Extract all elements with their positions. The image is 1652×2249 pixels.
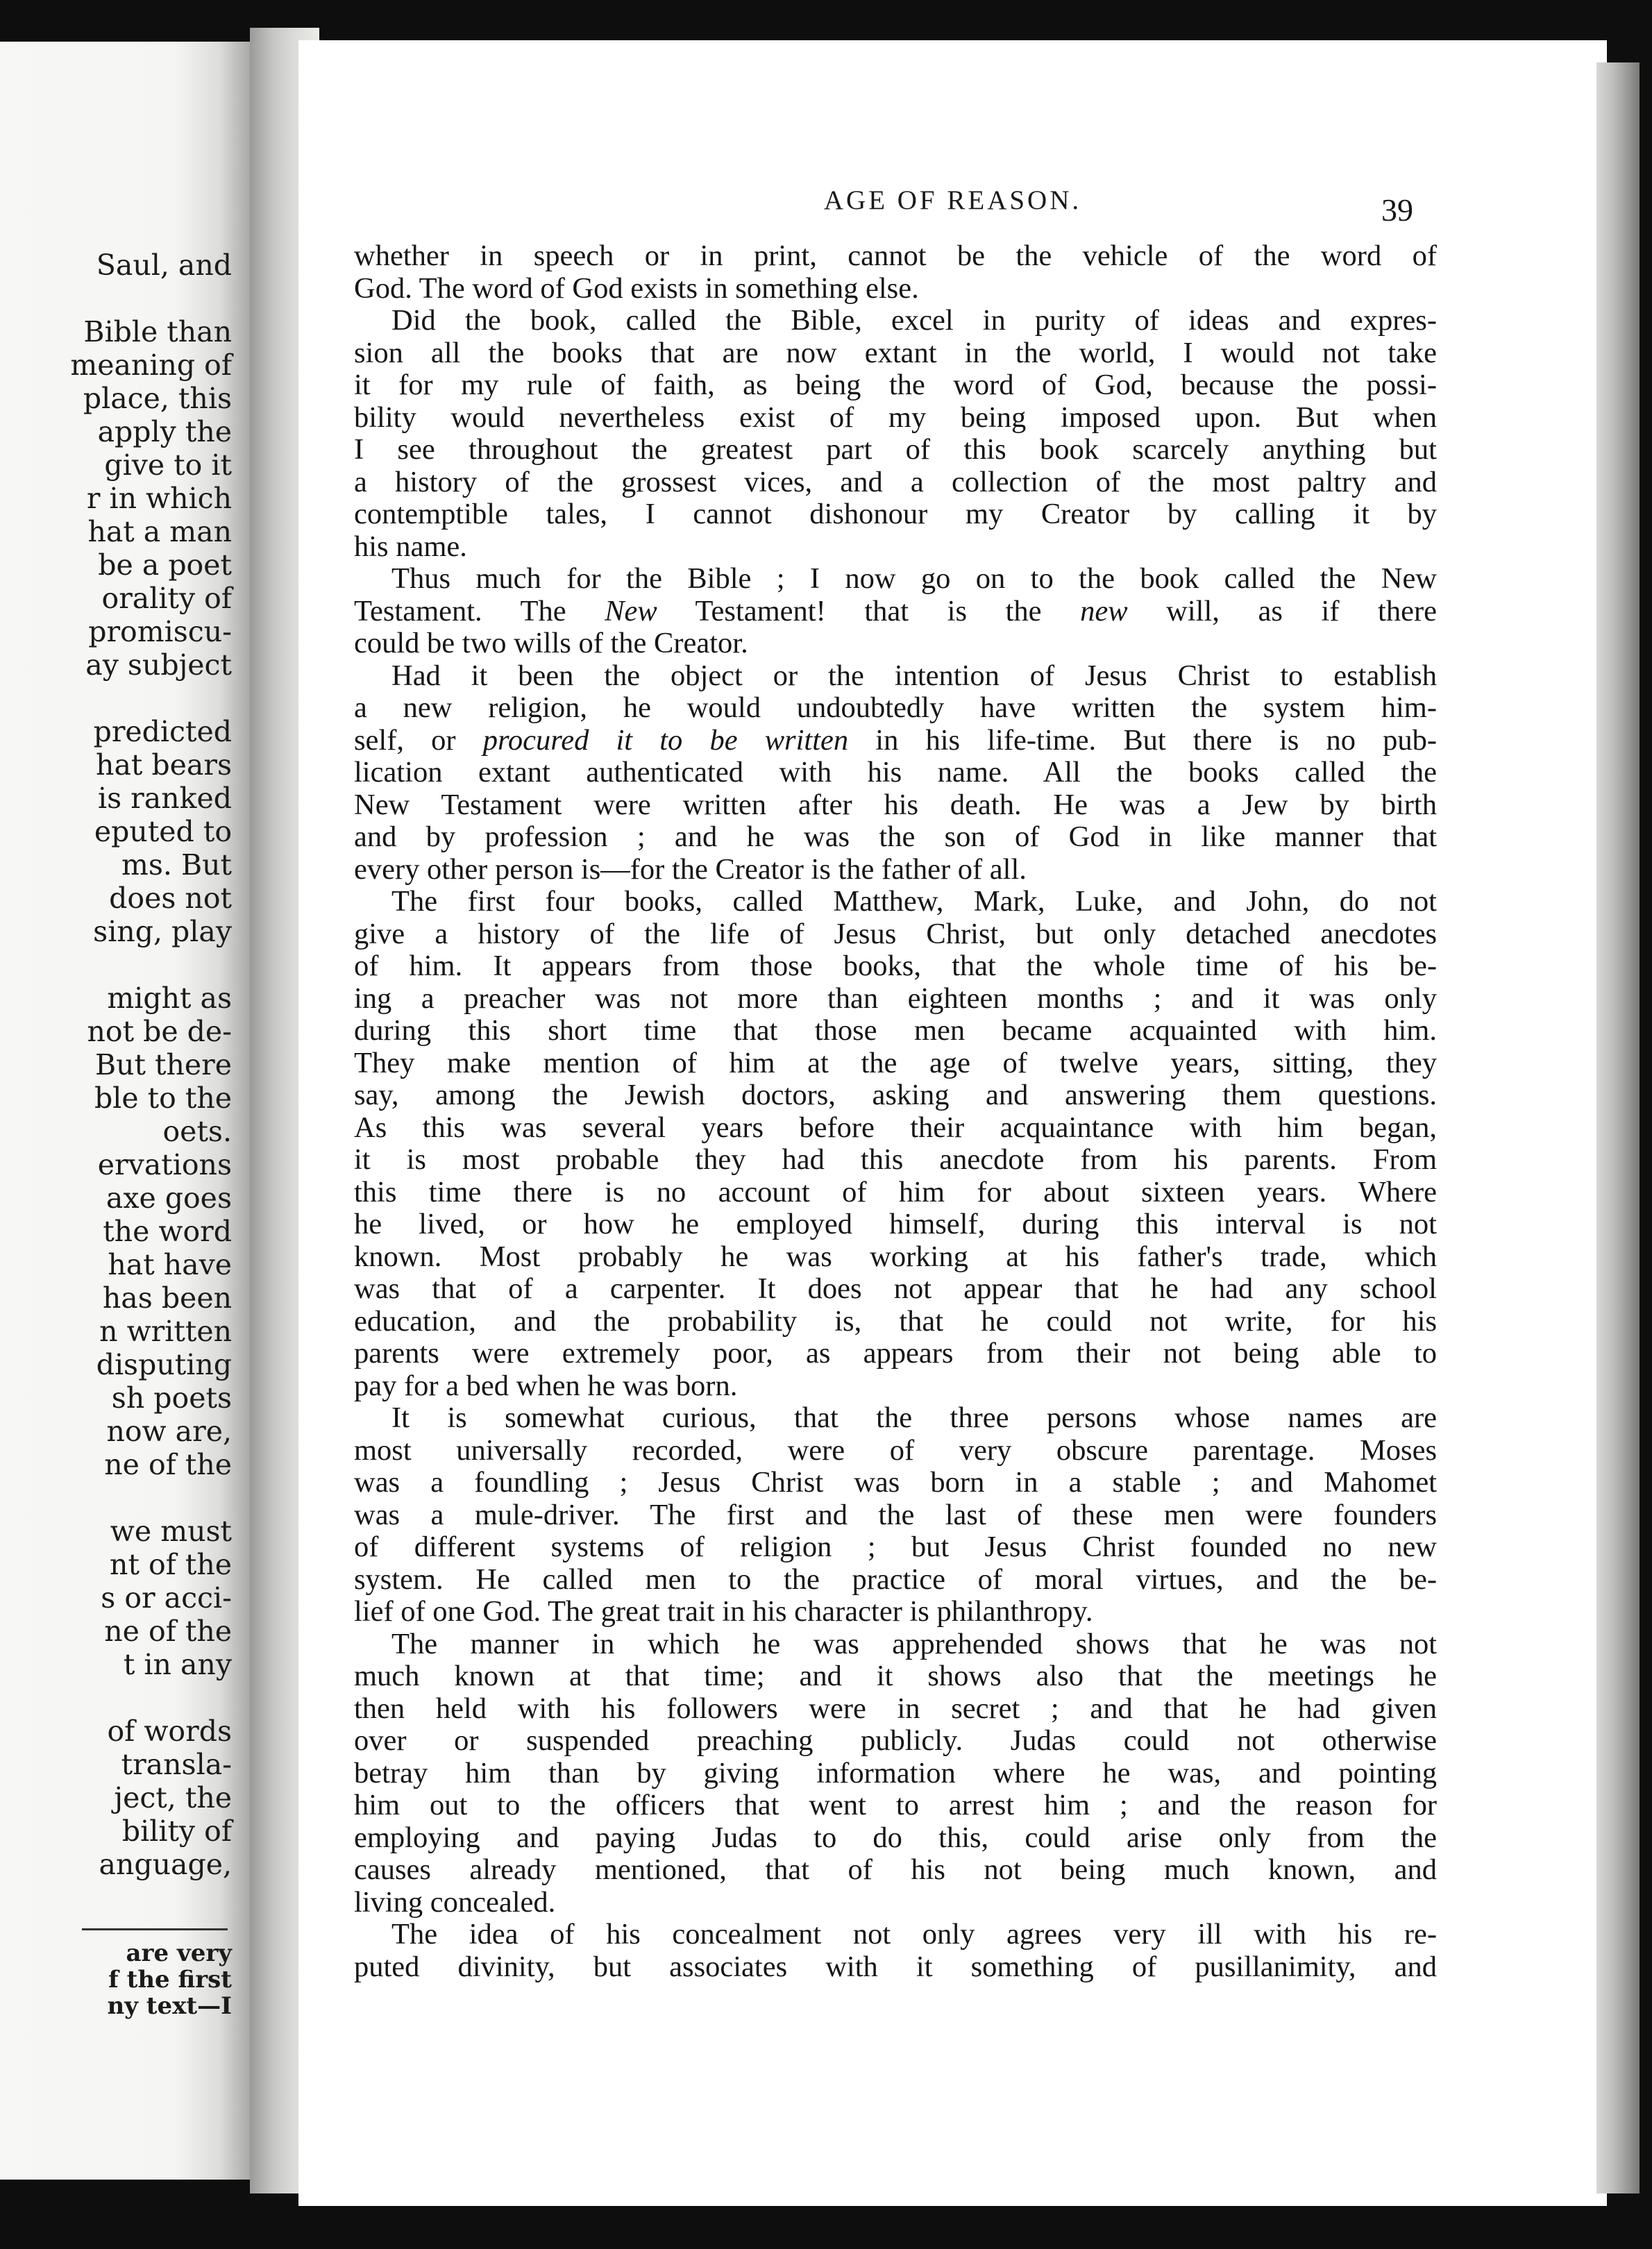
left-fragment-line: ne of the (104, 1615, 232, 1648)
text-line: over or suspended preaching publicly. Judas could not otherwise (354, 1724, 1437, 1757)
running-head: AGE OF REASON. (823, 185, 1082, 215)
footnote-rule (82, 1928, 228, 1930)
text-line: sion all the books that are now extant in the world, I would not take (354, 336, 1437, 369)
left-fragment-line: sing, play (93, 915, 232, 948)
left-fragment-line: might as (107, 982, 232, 1015)
text-line: parents were extremely poor, as appears from their not being able to (354, 1337, 1437, 1370)
left-fragment-line: apply the (97, 415, 232, 448)
page-number: 39 (1381, 192, 1413, 228)
left-fragment-line: ject, the (114, 1781, 232, 1814)
text-line: his name. (354, 530, 467, 563)
left-fragment-line: But there (94, 1048, 232, 1081)
text-line: much known at that time; and it shows also that the meetings he (354, 1660, 1437, 1692)
left-fragment-line: be a poet (98, 548, 232, 582)
text-line: it is most probable they had this anecdote from his parents. From (354, 1143, 1437, 1176)
left-fragment-line: axe goes (106, 1181, 232, 1215)
left-fragment-line: nt of the (110, 1548, 232, 1581)
left-fragment-line: give to it (104, 448, 232, 482)
text-line: The idea of his concealment not only agrees very ill with his re- (391, 1918, 1437, 1951)
left-fragment-line: hat bears (96, 748, 232, 782)
text-line: Thus much for the Bible ; I now go on to the book called the New (391, 562, 1437, 595)
text-line: say, among the Jewish doctors, asking and answering them questions. (354, 1079, 1437, 1111)
left-fragment-line: the word (103, 1215, 232, 1248)
left-fragment-line (0, 282, 232, 315)
text-line: New Testament were written after his death. He was a Jew by birth (354, 788, 1437, 821)
left-fragment-line (0, 1481, 232, 1515)
text-line: during this short time that those men became acquainted with him. (354, 1014, 1437, 1047)
left-fragment-line: promiscu- (88, 615, 232, 648)
text-line: The first four books, called Matthew, Mark, Luke, and John, do not (391, 885, 1437, 918)
text-line: he lived, or how he employed himself, during this interval is not (354, 1208, 1437, 1240)
left-fragment-line: r in which (86, 482, 232, 515)
text-line (354, 725, 1437, 757)
left-fragment-line (0, 1681, 232, 1715)
text-line: him out to the officers that went to arrest him ; and the reason for (354, 1789, 1437, 1821)
left-fragment-line: now are, (106, 1415, 232, 1448)
left-footnote-line: are very (126, 1939, 232, 1967)
left-fragment-line: hat have (108, 1248, 232, 1281)
text-line: pay for a bed when he was born. (354, 1369, 738, 1402)
text-span: in his life-time. But there is no pub- (848, 723, 1437, 757)
left-fragment-line (0, 682, 232, 715)
left-fragment-line: transla- (121, 1748, 232, 1781)
text-line: this time there is no account of him for about sixteen years. Where (354, 1175, 1437, 1208)
italic-span: New (605, 594, 657, 627)
text-line (354, 596, 1437, 628)
left-fragment-line: orality of (101, 582, 232, 615)
left-fragment-line: ne of the (104, 1448, 232, 1481)
text-line: lication extant authenticated with his name. All the books called the (354, 756, 1437, 789)
left-fragment-line: predicted (93, 715, 232, 748)
left-fragment-line: Bible than (83, 315, 232, 348)
left-fragment-line: we must (110, 1515, 232, 1548)
text-line: causes already mentioned, that of his not being much known, and (354, 1853, 1437, 1886)
text-line: It is somewhat curious, that the three persons whose names are (391, 1401, 1437, 1434)
text-line: a history of the grossest vices, and a collection of the most paltry and (354, 465, 1437, 498)
text-line: was a foundling ; Jesus Christ was born in a stable ; and Mahomet (354, 1466, 1437, 1499)
text-span: Testament. The (354, 594, 605, 627)
italic-span: new (1080, 594, 1128, 627)
text-line: God. The word of God exists in something else. (354, 271, 919, 305)
text-line: whether in speech or in print, cannot be the vehicle of the word of (354, 239, 1437, 272)
text-line: was a mule-driver. The first and the last of these men were founders (354, 1498, 1437, 1531)
left-fragment-line: is ranked (98, 782, 232, 815)
left-fragment-line: hat a man (87, 515, 232, 548)
text-line: of him. It appears from those books, that the whole time of his be- (354, 950, 1437, 982)
text-line: a new religion, he would undoubtedly have written the system him- (354, 691, 1437, 724)
text-line: Had it been the object or the intention of Jesus Christ to establish (391, 659, 1437, 692)
left-fragment-line: ay subject (85, 648, 232, 682)
text-line: could be two wills of the Creator. (354, 627, 748, 659)
left-fragment-line: ervations (97, 1148, 232, 1181)
text-line: As this was several years before their acquaintance with him began, (354, 1111, 1437, 1144)
left-fragment-line: of words (107, 1715, 232, 1748)
left-page-edge (0, 42, 250, 2180)
text-span: will, as if there (1127, 594, 1437, 627)
italic-span: procured it to be written (482, 723, 849, 757)
text-line: education, and the probability is, that he could not write, for his (354, 1304, 1437, 1338)
text-line: Did the book, called the Bible, excel in purity of ideas and expres- (391, 304, 1437, 337)
text-line: it for my rule of faith, as being the word of God, because the possi- (354, 369, 1437, 401)
text-line: system. He called men to the practice of moral virtues, and the be- (354, 1562, 1437, 1596)
text-line: was that of a carpenter. It does not appear that he had any school (354, 1272, 1437, 1305)
left-fragment-line: bility of (121, 1814, 232, 1848)
right-page-edge (1596, 62, 1640, 2193)
left-fragment-line: Saul, and (96, 249, 232, 282)
left-fragment-line: meaning of (70, 348, 232, 382)
text-line: betray him than by giving information where he was, and pointing (354, 1756, 1437, 1789)
text-line: contemptible tales, I cannot dishonour my Creator by calling it by (354, 498, 1437, 530)
text-line: employing and paying Judas to do this, could arise only from the (354, 1821, 1437, 1854)
text-line: lief of one God. The great trait in his character is philanthropy. (354, 1595, 1093, 1628)
text-line: then held with his followers were in secret ; and that he had given (354, 1692, 1437, 1725)
left-fragment-line: has been (102, 1281, 232, 1315)
left-page-footnote (0, 1940, 232, 2019)
left-fragment-line: t in any (123, 1648, 232, 1681)
left-fragment-line: does not (109, 882, 232, 915)
left-fragment-line: ble to the (94, 1081, 232, 1115)
text-line: known. Most probably he was working at his father's trade, which (354, 1240, 1437, 1273)
text-line: of different systems of religion ; but Jesus Christ founded no new (354, 1531, 1437, 1563)
text-span: Testament! that is the (657, 594, 1081, 627)
left-footnote-line: f the first (108, 1966, 232, 1994)
left-fragment-line: sh poets (111, 1381, 232, 1415)
right-page (298, 40, 1607, 2206)
text-line: They make mention of him at the age of twelve years, sitting, they (354, 1046, 1437, 1079)
left-fragment-line: disputing (96, 1348, 232, 1381)
text-line: give a history of the life of Jesus Christ, but only detached anecdotes (354, 917, 1437, 950)
text-line: The manner in which he was apprehended shows that he was not (391, 1627, 1437, 1660)
left-fragment-line: oets. (162, 1115, 232, 1148)
left-fragment-line: n written (99, 1315, 232, 1348)
left-footnote-line: ny text—I (107, 1992, 232, 2020)
body-text (354, 240, 1437, 1983)
text-line: every other person is—for the Creator is the father of all. (354, 852, 1027, 886)
left-page-text-fragments (0, 249, 232, 1881)
left-fragment-line: not be de- (87, 1015, 232, 1048)
left-fragment-line: s or acci- (101, 1581, 232, 1615)
text-line: most universally recorded, were of very obscure parentage. Moses (354, 1433, 1437, 1467)
left-fragment-line (0, 948, 232, 982)
text-line: and by profession ; and he was the son of God in like manner that (354, 820, 1437, 853)
left-fragment-line: place, this (83, 382, 232, 415)
left-fragment-line: ms. But (121, 848, 232, 882)
left-fragment-line: anguage, (99, 1848, 232, 1881)
text-line: ing a preacher was not more than eighteen months ; and it was only (354, 982, 1437, 1015)
text-span: self, or (354, 723, 483, 757)
text-line: bility would nevertheless exist of my being imposed upon. But when (354, 401, 1437, 434)
text-line: I see throughout the greatest part of this book scarcely anything but (354, 433, 1437, 466)
left-fragment-line: eputed to (94, 815, 232, 848)
text-line: puted divinity, but associates with it something of pusillanimity, and (354, 1950, 1437, 1983)
text-line: living concealed. (354, 1885, 556, 1919)
